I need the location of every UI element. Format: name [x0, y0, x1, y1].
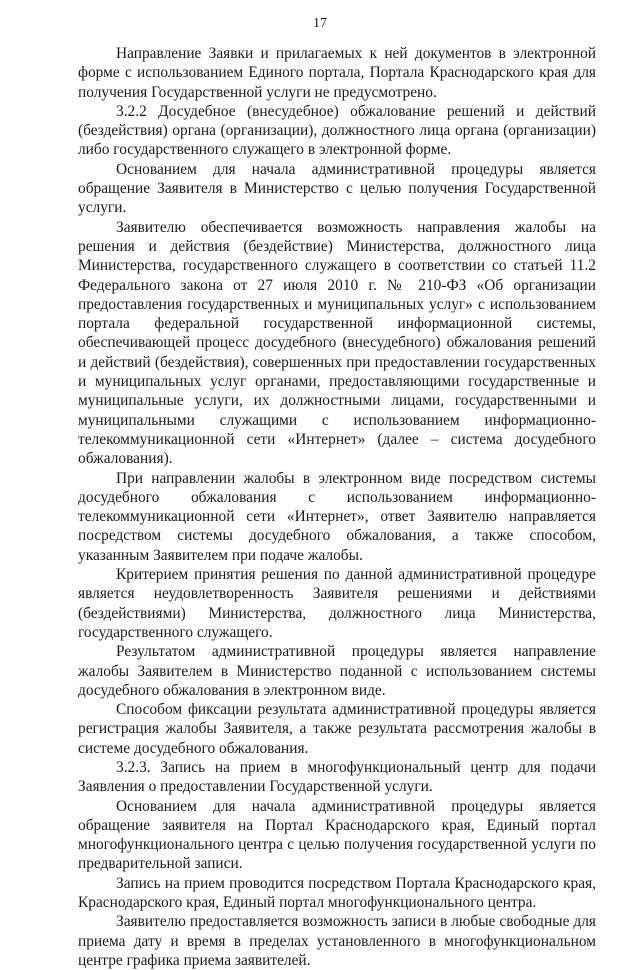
document-body [78, 44, 596, 970]
paragraph: Заявителю предоставляется возможность записи в любые свободные для приема дату и время в пределах установленного в многофункциональном центре графика приема заявителей. [78, 913, 596, 969]
page-number: 17 [313, 16, 327, 31]
paragraph: Направление Заявки и прилагаемых к ней документов в электронной форме с использованием Единого портала, Портала Краснодарского края для получения Государственной услуги не предусмотрено. [78, 45, 596, 101]
paragraph: Запись на прием проводится посредством Портала Краснодарского края, Краснодарского края, Единый портал многофункционального центра. [78, 874, 596, 912]
paragraph: Результатом административной процедуры является направление жалобы Заявителем в Министерство поданной с использованием системы досудебного обжалования в электронном виде. [78, 643, 596, 699]
paragraph: Основанием для начала административной процедуры является обращение Заявителя в Министерство с целью получения Государственной услуги. [78, 160, 596, 217]
paragraph: 3.2.2 Досудебное (внесудебное) обжалование решений и действий (бездействия) органа (организации), должностного лица органа (организации) либо государственного служащего в электронной форме. [78, 102, 596, 159]
section-heading: 3.2.3. Запись на прием в многофункциональный центр для подачи Заявления о предоставлении Государственной услуги. [78, 758, 596, 796]
paragraph: Критерием принятия решения по данной административной процедуре является неудовлетворенность Заявителя решениями и действиями (бездействиями) Министерства, должностного лица Министерства, государственного служащего. [78, 566, 596, 641]
paragraph: Заявителю обеспечивается возможность направления жалобы на решения и действия (бездействие) Министерства, должностного лица Министерства, государственного служащего в соответствии со статьей 11.2 Федерального закона от 27 июля 2010 г. № 210-ФЗ «Об организации предоставления государственных и муниципальных услуг» с использованием портала федеральной государственной информационной системы, обеспечивающей процесс досудебного (внесудебного) обжалования решений и действий (бездействия), совершенных при предоставлении государственных и муниципальных услуг органами, предоставляющими государственные и муниципальные услуги, их должностными лицами, государственными и муниципальными служащими с использованием информационно-телекоммуникационной сети «Интернет» (далее – система досудебного обжалования). [78, 218, 596, 468]
paragraph: Способом фиксации результата административной процедуры является регистрация жалобы Заявителя, а также результата рассмотрения жалобы в системе досудебного обжалования. [78, 701, 596, 757]
paragraph: Основанием для начала административной процедуры является обращение заявителя на Портал Краснодарского края, Единый портал многофункционального центра с целью получения государственной услуги по предварительной записи. [78, 797, 596, 873]
paragraph: При направлении жалобы в электронном виде посредством системы досудебного обжалования с использованием информационно-телекоммуникационной сети «Интернет», ответ Заявителю направляется посредством системы досудебного обжалования, а также способом, указанным Заявителем при подаче жалобы. [78, 469, 596, 564]
